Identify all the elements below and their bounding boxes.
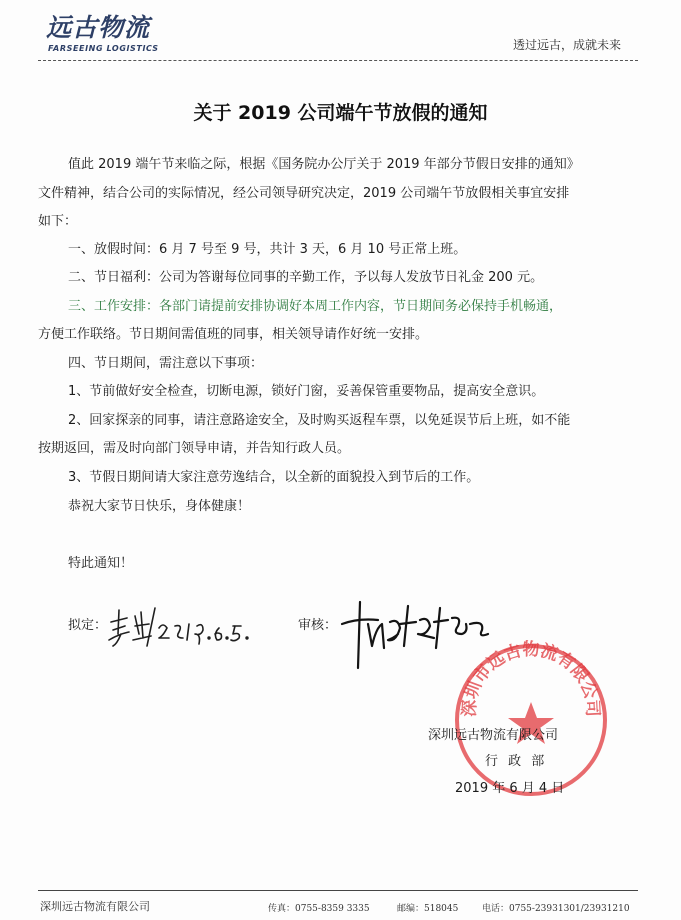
item-work-arrangement-line-2: 方便工作联络。节日期间需值班的同事，相关领导请作好统一安排。 [38,327,429,342]
company-seal-stamp [451,640,611,800]
company-logo [46,12,176,58]
document-title: 关于 2019 公司端午节放假的通知 [193,102,488,124]
closing: 特此通知！ [68,556,134,571]
header-divider [38,60,638,61]
issuer-department: 行 政 部 [485,754,548,769]
issue-date: 2019 年 6 月 4 日 [455,781,565,796]
intro-paragraph-line-1: 值此 2019 端午节来临之际，根据《国务院办公厅关于 2019 年部分节假日安排的通知》 [68,157,580,172]
logo-english: FARSEEING LOGISTICS [48,44,159,53]
note-2-line-2: 按期返回，需及时向部门领导申请，并告知行政人员。 [38,441,351,456]
item-work-arrangement-line-1: 三、工作安排：各部门请提前安排协调好本周工作内容，节日期间务必保持手机畅通， [68,299,563,314]
footer-zip: 邮编：518045 [397,904,459,914]
footer-divider [38,890,638,891]
footer-tel: 电话：0755-23931301/23931210 [482,904,630,914]
issuer-company: 深圳远古物流有限公司 [428,728,559,743]
item-holiday-time: 一、放假时间：6 月 7 号至 9 号，共计 3 天，6 月 10 号正常上班。 [68,242,467,257]
footer-company: 深圳远古物流有限公司 [40,900,150,913]
logo-chinese: 远古物流 [46,13,151,42]
footer-fax: 传真：0755-8359 3335 [268,904,370,914]
svg-text:深圳市远古物流有限公司: 深圳市远古物流有限公司 [459,640,603,718]
header-slogan: 透过远古，成就未来 [512,38,621,52]
note-3: 3、节假日期间请大家注意劳逸结合，以全新的面貌投入到节后的工作。 [68,470,480,485]
draft-label: 拟定： [68,618,108,633]
note-2-line-1: 2、回家探亲的同事，请注意路途安全，及时购买返程车票，以免延误节后上班，如不能 [68,413,571,428]
intro-paragraph-line-3: 如下： [38,214,78,229]
item-holiday-bonus: 二、节日福利：公司为答谢每位同事的辛勤工作，予以每人发放节日礼金 200 元。 [68,270,544,285]
review-label: 审核： [298,618,338,633]
draft-signature-image [105,604,255,650]
item-notes-heading: 四、节日期间，需注意以下事项： [68,356,264,371]
intro-paragraph-line-2: 文件精神，结合公司的实际情况，经公司领导研究决定，2019 公司端午节放假相关事宜安排 [38,186,570,201]
note-1: 1、节前做好安全检查，切断电源，锁好门窗，妥善保管重要物品，提高安全意识。 [68,384,545,399]
wishes: 恭祝大家节日快乐，身体健康！ [68,499,251,514]
